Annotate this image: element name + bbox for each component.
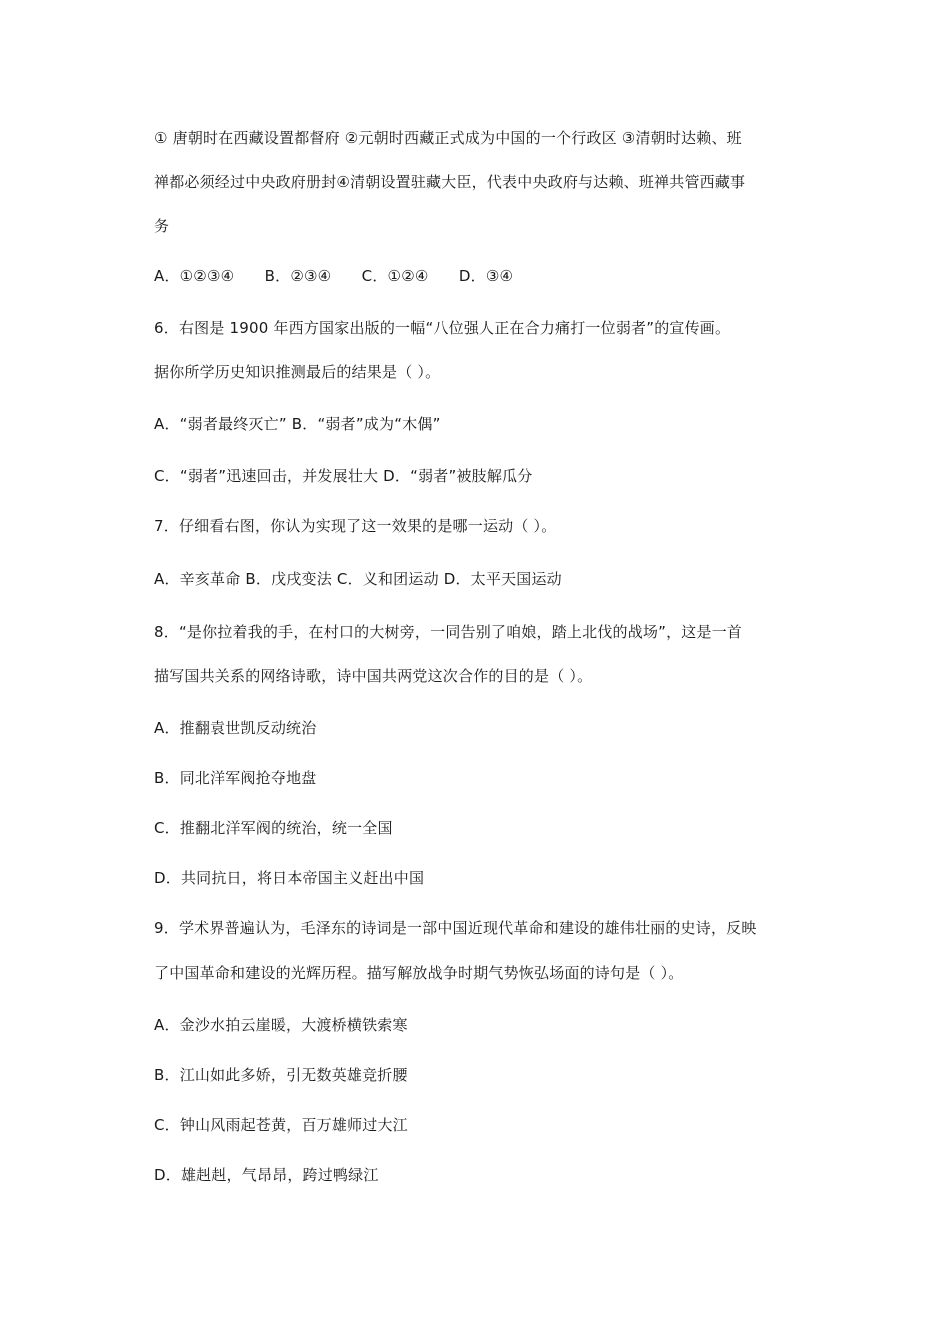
q7-options: A．辛亥革命 B．戊戌变法 C．义和团运动 D．太平天国运动	[154, 570, 562, 588]
q6-stem-line-1: 6．右图是 1900 年西方国家出版的一幅“八位强人正在合力痛打一位弱者”的宣传画。	[154, 319, 731, 337]
q6-stem-line-2: 据你所学历史知识推测最后的结果是（ ）。	[154, 363, 441, 381]
q9-stem-line-2: 了中国革命和建设的光辉历程。描写解放战争时期气势恢弘场面的诗句是（ ）。	[154, 964, 684, 982]
q9-option-b: B．江山如此多娇，引无数英雄竞折腰	[154, 1066, 408, 1084]
q6-options-ab: A．“弱者最终灭亡” B．“弱者”成为“木偶”	[154, 415, 441, 433]
q8-option-c: C．推翻北洋军阀的统治，统一全国	[154, 819, 393, 837]
q5-statements-line-2: 禅都必须经过中央政府册封④清朝设置驻藏大臣，代表中央政府与达赖、班禅共管西藏事	[154, 173, 746, 191]
q6-options-cd: C．“弱者”迅速回击，并发展壮大 D．“弱者”被肢解瓜分	[154, 467, 533, 485]
q9-option-d: D．雄赳赳，气昂昂，跨过鸭绿江	[154, 1166, 379, 1184]
q5-statements-line-3: 务	[154, 217, 170, 235]
q8-stem-line-2: 描写国共关系的网络诗歌，诗中国共两党这次合作的目的是（ ）。	[154, 667, 593, 685]
q8-option-b: B．同北洋军阀抢夺地盘	[154, 769, 317, 787]
q9-option-c: C．钟山风雨起苍黄，百万雄师过大江	[154, 1116, 408, 1134]
q5-statements-line-1: ① 唐朝时在西藏设置都督府 ②元朝时西藏正式成为中国的一个行政区 ③清朝时达赖、班	[154, 129, 742, 147]
q5-options: A．①②③④ B．②③④ C．①②④ D．③④	[154, 267, 514, 285]
q8-option-d: D．共同抗日，将日本帝国主义赶出中国	[154, 869, 425, 887]
q7-stem: 7．仔细看右图，你认为实现了这一效果的是哪一运动（ ）。	[154, 517, 557, 535]
q8-stem-line-1: 8．“是你拉着我的手，在村口的大树旁，一同告别了咱娘，踏上北伐的战场”，这是一首	[154, 623, 743, 641]
q9-stem-line-1: 9．学术界普遍认为，毛泽东的诗词是一部中国近现代革命和建设的雄伟壮丽的史诗，反映	[154, 919, 757, 937]
q8-option-a: A．推翻袁世凯反动统治	[154, 719, 317, 737]
q9-option-a: A．金沙水拍云崖暖，大渡桥横铁索寒	[154, 1016, 408, 1034]
